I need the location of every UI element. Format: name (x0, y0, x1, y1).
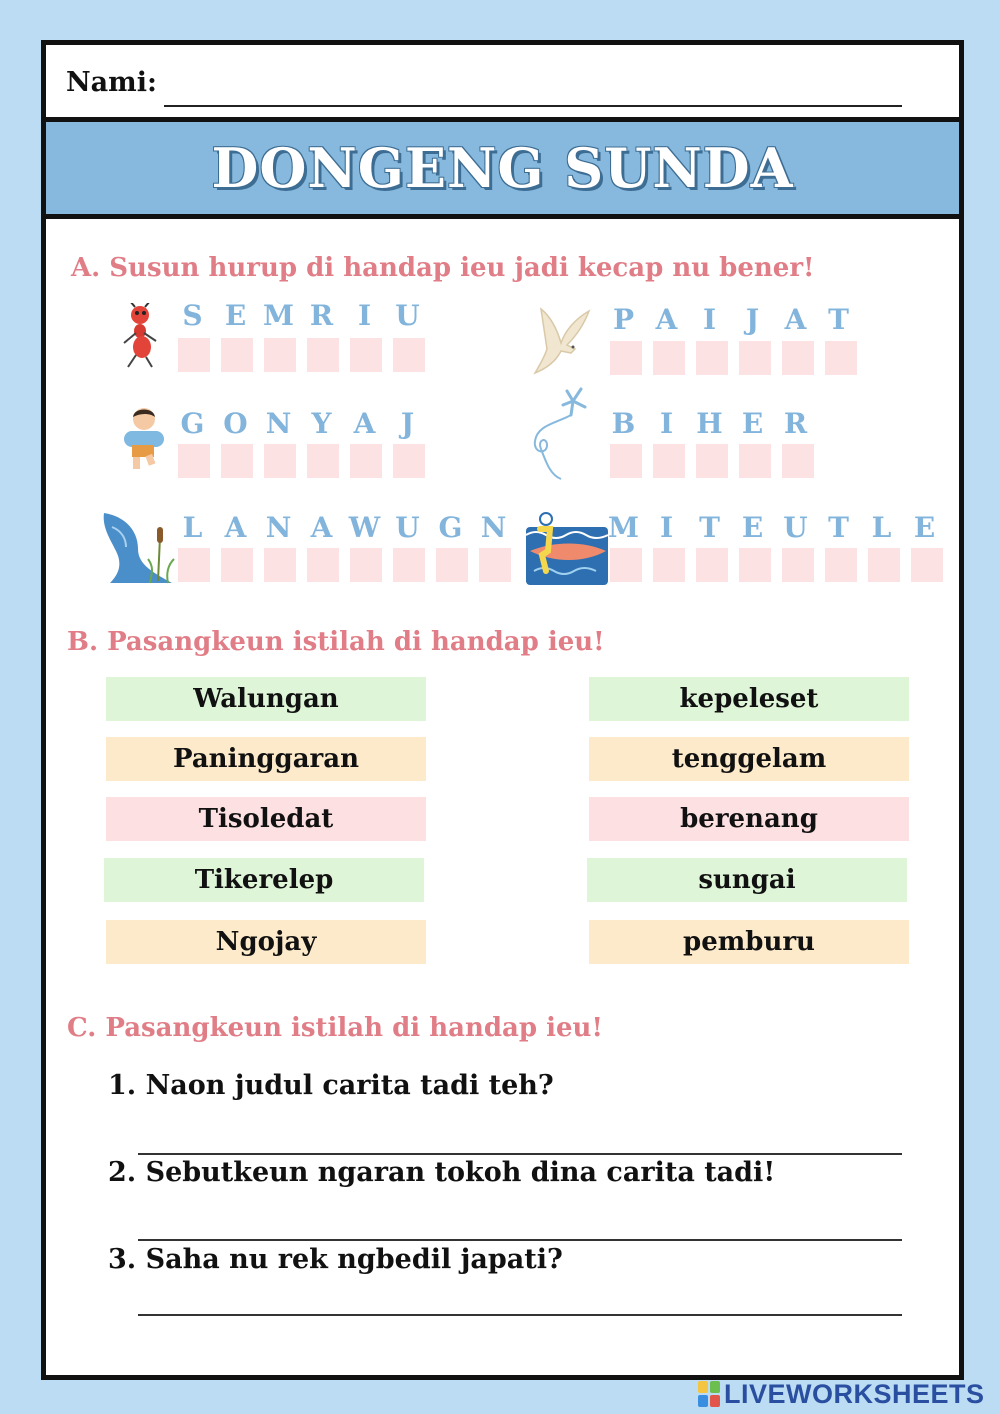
answer-boxes-4 (610, 444, 814, 478)
letter: A (655, 303, 678, 336)
answer-input-3[interactable] (138, 1288, 902, 1316)
letter-box[interactable] (393, 338, 425, 372)
scrambled-letters-1 (171, 299, 429, 332)
letter-box[interactable] (307, 338, 339, 372)
letter-box[interactable] (868, 548, 900, 582)
letter-box[interactable] (696, 444, 728, 478)
letter-box[interactable] (610, 341, 642, 375)
letter: M (263, 299, 294, 332)
answer-boxes-6 (610, 548, 943, 582)
letter-box[interactable] (178, 548, 210, 582)
letter: I (357, 299, 372, 332)
letter-box[interactable] (393, 444, 425, 478)
scrambled-letters-4 (602, 407, 817, 440)
letter-box[interactable] (653, 444, 685, 478)
letter: E (913, 511, 936, 544)
section-a-heading: A. Susun hurup di handap ieu jadi kecap nu bener! (71, 253, 815, 283)
letter: U (395, 299, 420, 332)
left-term-1[interactable]: Walungan (106, 677, 426, 721)
letter: I (659, 511, 674, 544)
letter: T (699, 511, 720, 544)
letter: E (741, 511, 764, 544)
letter: A (224, 511, 247, 544)
letter: N (480, 511, 507, 544)
letter: L (182, 511, 203, 544)
letter: G (180, 407, 205, 440)
letter-box[interactable] (782, 548, 814, 582)
letter: Y (311, 407, 332, 440)
right-term-1[interactable]: kepeleset (589, 677, 909, 721)
letter-box[interactable] (479, 548, 511, 582)
letter: M (608, 511, 639, 544)
answer-input-1[interactable] (138, 1127, 902, 1155)
letter: L (871, 511, 892, 544)
letter-box[interactable] (178, 338, 210, 372)
letter: S (182, 299, 203, 332)
letter: T (828, 303, 849, 336)
letter: N (265, 511, 292, 544)
letter-box[interactable] (782, 341, 814, 375)
letter: R (783, 407, 808, 440)
letter-box[interactable] (739, 548, 771, 582)
question-1: 1. Naon judul carita tadi teh? (108, 1070, 554, 1101)
brand-text: LIVEWORKSHEETS (724, 1378, 985, 1409)
letter-box[interactable] (264, 338, 296, 372)
name-row (46, 45, 959, 122)
left-term-3[interactable]: Tisoledat (106, 797, 426, 841)
letter: I (659, 407, 674, 440)
section-c-heading: C. Pasangkeun istilah di handap ieu! (67, 1013, 603, 1043)
letter: U (783, 511, 808, 544)
title-band (46, 122, 959, 219)
right-term-2[interactable]: tenggelam (589, 737, 909, 781)
question-2: 2. Sebutkeun ngaran tokoh dina carita tadi! (108, 1157, 776, 1188)
letter: A (310, 511, 333, 544)
letter-box[interactable] (653, 548, 685, 582)
letter-box[interactable] (911, 548, 943, 582)
letter-box[interactable] (221, 338, 253, 372)
answer-input-2[interactable] (138, 1213, 902, 1241)
letter-box[interactable] (307, 548, 339, 582)
letter-box[interactable] (178, 444, 210, 478)
letter-box[interactable] (653, 341, 685, 375)
letter: T (828, 511, 849, 544)
letter: H (696, 407, 723, 440)
letter-box[interactable] (350, 548, 382, 582)
scrambled-letters-3 (171, 407, 429, 440)
answer-boxes-3 (178, 444, 425, 478)
letter: A (784, 303, 807, 336)
letter-box[interactable] (696, 548, 728, 582)
letter: J (400, 407, 415, 440)
answer-boxes-1 (178, 338, 425, 372)
swimmer-icon (524, 511, 610, 587)
name-label: Nami: (66, 67, 157, 98)
letter: G (438, 511, 463, 544)
section-b-heading: B. Pasangkeun istilah di handap ieu! (67, 627, 605, 657)
swimming-child-icon (118, 405, 172, 473)
question-3: 3. Saha nu rek ngbedil japati? (108, 1244, 563, 1275)
letter-box[interactable] (221, 548, 253, 582)
answer-boxes-2 (610, 341, 857, 375)
right-term-4[interactable]: sungai (587, 858, 907, 902)
letter-box[interactable] (610, 548, 642, 582)
letter: J (745, 303, 760, 336)
letter-box[interactable] (696, 341, 728, 375)
left-term-5[interactable]: Ngojay (106, 920, 426, 964)
left-term-4[interactable]: Tikerelep (104, 858, 424, 902)
letter-box[interactable] (393, 548, 425, 582)
letter: O (223, 407, 248, 440)
letter-box[interactable] (221, 444, 253, 478)
letter-box[interactable] (307, 444, 339, 478)
letter: B (611, 407, 636, 440)
letter: A (353, 407, 376, 440)
river-icon (98, 507, 176, 587)
letter: W (348, 511, 381, 544)
letter: U (395, 511, 420, 544)
letter-box[interactable] (264, 444, 296, 478)
liveworksheets-logo-icon (698, 1381, 720, 1407)
letter-box[interactable] (264, 548, 296, 582)
letter-box[interactable] (825, 341, 857, 375)
letter-box[interactable] (739, 341, 771, 375)
dove-icon (531, 303, 597, 377)
letter-box[interactable] (350, 338, 382, 372)
scrambled-letters-5 (171, 511, 515, 544)
letter-box[interactable] (739, 444, 771, 478)
butterfly-icon (527, 379, 597, 483)
answer-boxes-5 (178, 548, 511, 582)
worksheet (41, 40, 964, 1380)
letter: I (702, 303, 717, 336)
liveworksheets-brand[interactable] (698, 1378, 985, 1410)
letter-box[interactable] (782, 444, 814, 478)
letter: E (741, 407, 764, 440)
right-term-3[interactable]: berenang (589, 797, 909, 841)
scrambled-letters-6 (602, 511, 946, 544)
page-title: DONGENG SUNDA (211, 136, 794, 200)
ant-icon (118, 303, 162, 369)
name-input-line[interactable] (164, 105, 902, 107)
letter: P (612, 303, 635, 336)
left-term-2[interactable]: Paninggaran (106, 737, 426, 781)
letter: R (309, 299, 334, 332)
right-term-5[interactable]: pemburu (589, 920, 909, 964)
letter-box[interactable] (610, 444, 642, 478)
letter: E (224, 299, 247, 332)
scrambled-letters-2 (602, 303, 860, 336)
letter-box[interactable] (825, 548, 857, 582)
letter: N (265, 407, 292, 440)
letter-box[interactable] (350, 444, 382, 478)
letter-box[interactable] (436, 548, 468, 582)
